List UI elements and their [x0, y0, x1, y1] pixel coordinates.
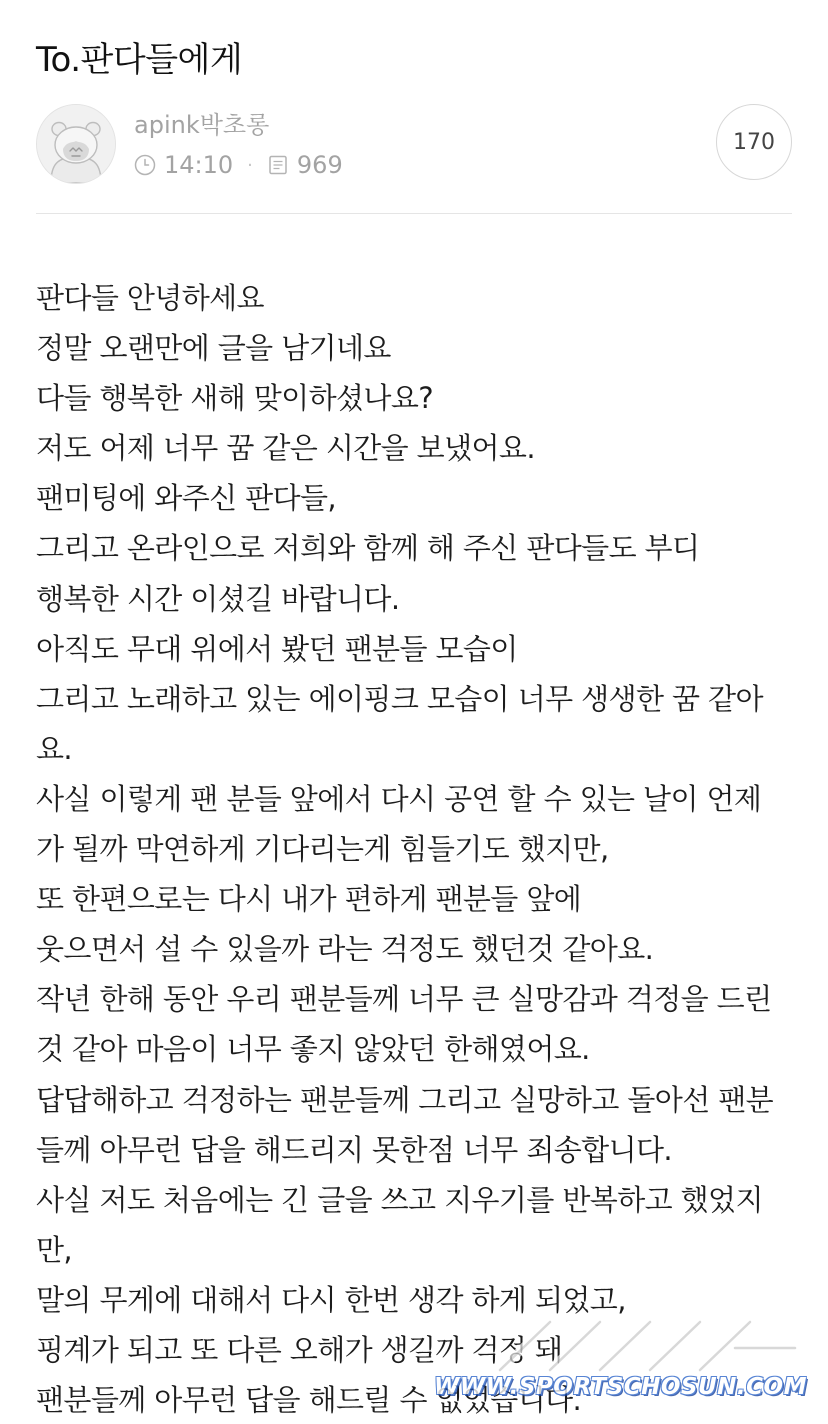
- body-line: 다들 행복한 새해 맞이하셨나요?: [36, 381, 434, 416]
- panda-avatar-icon: [37, 105, 115, 183]
- author-avatar[interactable]: [36, 104, 116, 184]
- clock-icon: [134, 154, 156, 176]
- body-line: 정말 오랜만에 글을 남기네요: [36, 331, 391, 366]
- body-line: 또 한편으로는 다시 내가 편하게 팬분들 앞에: [36, 882, 582, 917]
- body-line: 가 될까 막연하게 기다리는게 힘들기도 했지만,: [36, 832, 609, 867]
- document-icon: [267, 154, 289, 176]
- author-name[interactable]: apink박초롱: [134, 111, 270, 139]
- comment-count-label: 170: [733, 129, 775, 155]
- post-body: [36, 273, 796, 1424]
- body-line: 작년 한해 동안 우리 팬분들께 너무 큰 실망감과 걱정을 드린: [36, 982, 772, 1017]
- body-line: 핑계가 되고 또 다른 오해가 생길까 걱정 돼: [36, 1332, 563, 1367]
- author-bar: [36, 104, 792, 184]
- body-line: 판다들 안녕하세요: [36, 281, 264, 315]
- meta-separator: ·: [247, 154, 253, 176]
- post-meta: [134, 148, 343, 182]
- body-line: 것 같아 마음이 너무 좋지 않았던 한해였어요.: [36, 1032, 590, 1067]
- post-time: 14:10: [164, 151, 234, 179]
- body-line: 사실 저도 처음에는 긴 글을 쓰고 지우기를 반복하고 했었지: [36, 1182, 763, 1217]
- body-line: 팬미팅에 와주신 판다들,: [36, 481, 336, 516]
- body-line: 말의 무게에 대해서 다시 한번 생각 하게 되었고,: [36, 1282, 626, 1317]
- body-line: 행복한 시간 이셨길 바랍니다.: [36, 581, 400, 616]
- body-line: 들께 아무런 답을 해드리지 못한점 너무 죄송합니다.: [36, 1132, 673, 1167]
- header-divider: [36, 213, 792, 214]
- body-line: 답답해하고 걱정하는 팬분들께 그리고 실망하고 돌아선 팬분: [36, 1082, 774, 1117]
- body-line: 그리고 온라인으로 저희와 함께 해 주신 판다들도 부디: [36, 531, 700, 566]
- watermark-text: WWW.SPORTSCHOSUN.COM: [434, 1374, 807, 1400]
- post-views: 969: [296, 151, 343, 179]
- body-line: 저도 어제 너무 꿈 같은 시간을 보냈어요.: [36, 431, 535, 466]
- body-line: 아직도 무대 위에서 봤던 팬분들 모습이: [36, 631, 518, 666]
- comment-count-button[interactable]: [716, 104, 792, 180]
- body-line: 팬분들께 아무런 답을 해드릴 수 없었습니다.: [36, 1383, 582, 1418]
- body-line: 사실 이렇게 팬 분들 앞에서 다시 공연 할 수 있는 날이 언제: [36, 781, 762, 816]
- body-line: 그리고 노래하고 있는 에이핑크 모습이 너무 생생한 꿈 같아: [36, 681, 763, 716]
- body-line: 만,: [36, 1232, 73, 1267]
- body-line: 웃으면서 설 수 있을까 라는 걱정도 했던것 같아요.: [36, 932, 654, 967]
- post-title: To.판다들에게: [36, 40, 243, 80]
- body-line: 요.: [36, 731, 73, 766]
